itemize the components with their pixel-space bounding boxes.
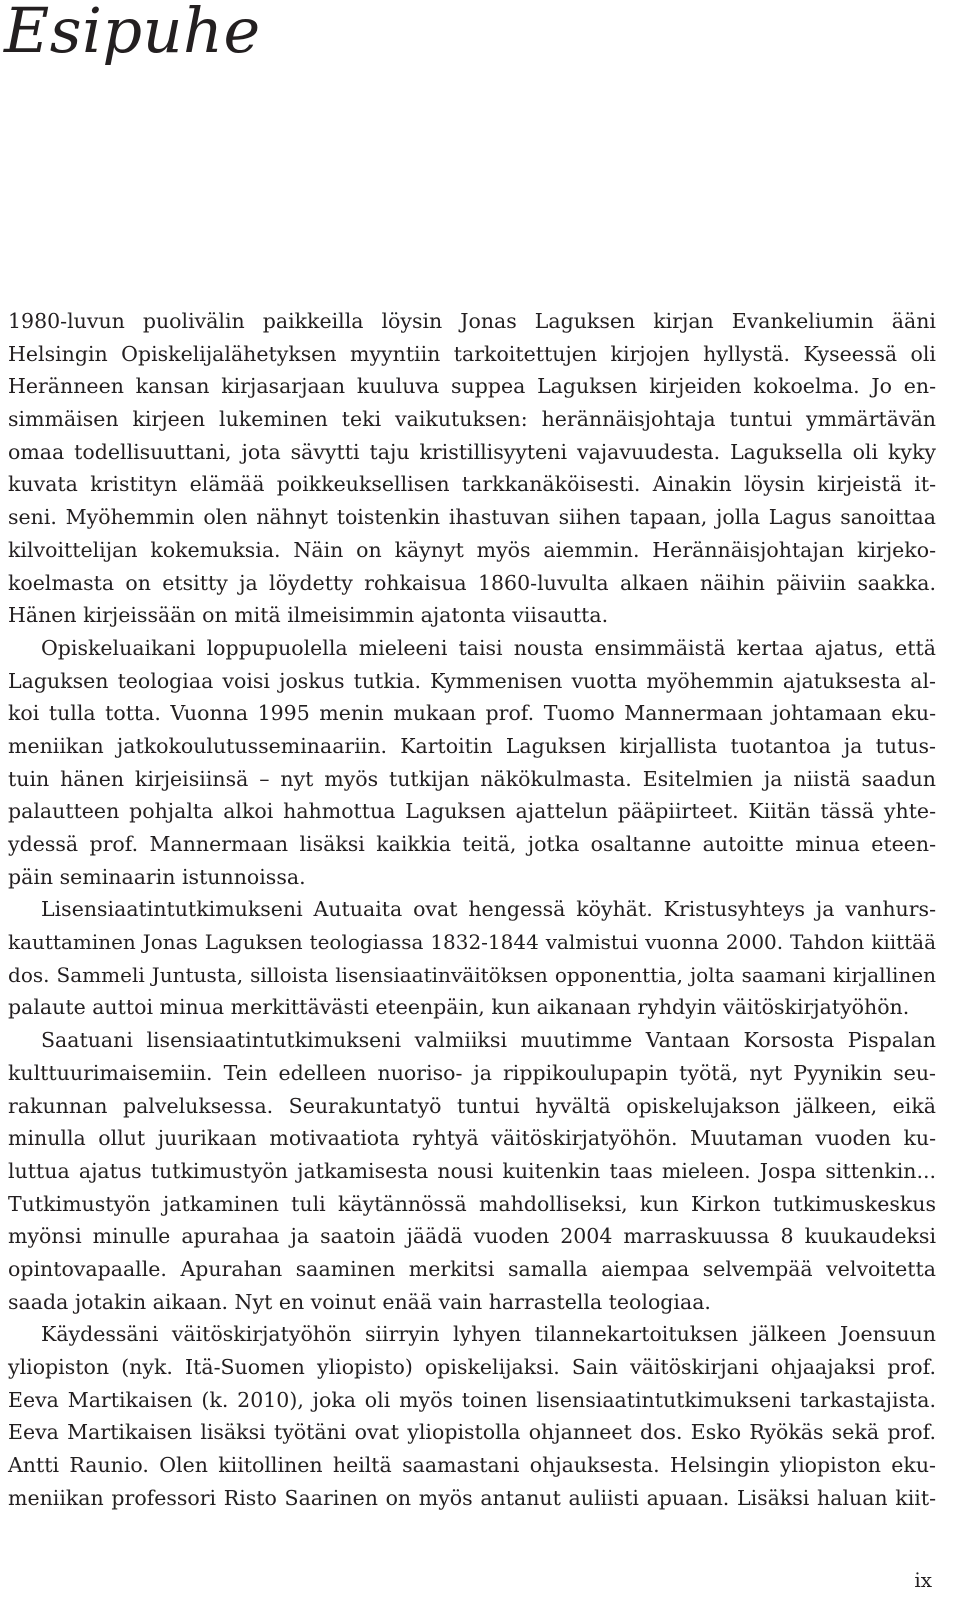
text-line: Opiskeluaikani loppupuolella mieleeni taisi nousta ensimmäistä kertaa ajatus, että xyxy=(41,635,936,660)
text-line: yliopiston (nyk. Itä-Suomen yliopisto) opiskelijaksi. Sain väitöskirjani ohjaajaksi prof. xyxy=(8,1355,936,1379)
body-text xyxy=(8,305,936,1514)
text-line: kuvata kristityn elämää poikkeuksellisen tarkkanäköisesti. Ainakin löysin kirjeistä it- xyxy=(8,472,936,497)
text-line: meniikan jatkokoulutusseminaariin. Kartoitin Laguksen kirjallista tuotantoa ja tutus- xyxy=(8,733,936,758)
text-line: Heränneen kansan kirjasarjaan kuuluva suppea Laguksen kirjeiden kokoelma. Jo en- xyxy=(8,374,936,399)
text-line: palautteen pohjalta alkoi hahmottua Laguksen ajattelun pääpiirteet. Kiitän tässä yhte- xyxy=(8,799,936,824)
text-line: Eeva Martikaisen (k. 2010), joka oli myös toinen lisensiaatintutkimukseni tarkastajista. xyxy=(8,1387,936,1412)
text-line: Käydessäni väitöskirjatyöhön siirryin lyhyen tilannekartoituksen jälkeen Joensuun xyxy=(41,1322,936,1347)
text-line: koelmasta on etsitty ja löydetty rohkaisua 1860-luvulta alkaen näihin päiviin saakka. xyxy=(8,570,936,595)
text-line: seni. Myöhemmin olen nähnyt toistenkin ihastuvan siihen tapaan, jolla Lagus sanoittaa xyxy=(8,505,936,530)
text-line: päin seminaarin istunnoissa. xyxy=(8,864,306,889)
paragraph xyxy=(8,632,936,894)
text-line: rakunnan palveluksessa. Seurakuntatyö tuntui hyvältä opiskelujakson jälkeen, eikä xyxy=(8,1093,936,1118)
text-line: koi tulla totta. Vuonna 1995 menin mukaan prof. Tuomo Mannermaan johtamaan eku- xyxy=(8,701,936,726)
text-line: luttua ajatus tutkimustyön jatkamisesta nousi kuitenkin taas mieleen. Jospa sittenkin... xyxy=(8,1158,936,1183)
text-line: tuin hänen kirjeisiinsä – nyt myös tutkijan näkökulmasta. Esitelmien ja niistä saadun xyxy=(8,766,936,791)
page-number: ix xyxy=(914,1568,932,1592)
text-line: myönsi minulle apurahaa ja saatoin jäädä vuoden 2004 marraskuussa 8 kuukaudeksi xyxy=(8,1224,936,1249)
text-line: omaa todellisuuttani, jota sävytti taju kristillisyyteni vajavuudesta. Laguksella oli kyky xyxy=(8,439,936,464)
text-line: Tutkimustyön jatkaminen tuli käytännössä mahdolliseksi, kun Kirkon tutkimuskeskus xyxy=(8,1191,936,1216)
text-line: kilvoittelijan kokemuksia. Näin on käynyt myös aiemmin. Herännäisjohtajan kirjeko- xyxy=(8,537,936,562)
text-line: Antti Raunio. Olen kiitollinen heiltä saamastani ohjauksesta. Helsingin yliopiston eku- xyxy=(8,1453,936,1478)
paragraph xyxy=(8,1024,936,1318)
text-line: meniikan professori Risto Saarinen on myös antanut auliisti apuaan. Lisäksi haluan kiit- xyxy=(8,1485,936,1510)
text-line: Eeva Martikaisen lisäksi työtäni ovat yliopistolla ohjanneet dos. Esko Ryökäs sekä prof. xyxy=(8,1420,936,1445)
text-line: dos. Sammeli Juntusta, silloista lisensiaatinväitöksen opponenttia, jolta saamani kirjallinen xyxy=(8,962,936,987)
paragraph xyxy=(8,305,936,632)
text-line: ydessä prof. Mannermaan lisäksi kaikkia teitä, jotka osaltanne autoitte minua eteen- xyxy=(8,832,936,856)
text-line: Hänen kirjeissään on mitä ilmeisimmin ajatonta viisautta. xyxy=(8,603,609,628)
text-line: Laguksen teologiaa voisi joskus tutkia. Kymmenisen vuotta myöhemmin ajatuksesta al- xyxy=(8,668,936,693)
text-line: Saatuani lisensiaatintutkimukseni valmiiksi muutimme Vantaan Korsosta Pispalan xyxy=(41,1028,936,1053)
text-line: kauttaminen Jonas Laguksen teologiassa 1832-1844 valmistui vuonna 2000. Tahdon kiittää xyxy=(8,930,936,955)
page-title: Esipuhe xyxy=(4,0,261,67)
text-line: simmäisen kirjeen lukeminen teki vaikutuksen: herännäisjohtaja tuntui ymmärtävän xyxy=(8,407,936,432)
text-line: Helsingin Opiskelijalähetyksen myyntiin tarkoitettujen kirjojen hyllystä. Kyseessä oli xyxy=(8,341,936,366)
paragraph xyxy=(8,893,936,1024)
text-line: palaute auttoi minua merkittävästi eteenpäin, kun aikanaan ryhdyin väitöskirjatyöhön. xyxy=(8,995,910,1020)
paragraph xyxy=(8,1318,936,1514)
text-line: 1980-luvun puolivälin paikkeilla löysin Jonas Laguksen kirjan Evankeliumin ääni xyxy=(8,309,936,333)
text-line: Lisensiaatintutkimukseni Autuaita ovat hengessä köyhät. Kristusyhteys ja vanhurs- xyxy=(41,897,936,922)
text-line: minulla ollut juurikaan motivaatiota ryhtyä väitöskirjatyöhön. Muutaman vuoden ku- xyxy=(8,1126,936,1151)
text-line: opintovapaalle. Apurahan saaminen merkitsi samalla aiempaa selvempää velvoitetta xyxy=(8,1256,936,1281)
text-line: kulttuurimaisemiin. Tein edelleen nuoriso- ja rippikoulupapin työtä, nyt Pyynikin seu- xyxy=(8,1060,936,1085)
text-line: saada jotakin aikaan. Nyt en voinut enää vain harrastella teologiaa. xyxy=(8,1289,711,1314)
